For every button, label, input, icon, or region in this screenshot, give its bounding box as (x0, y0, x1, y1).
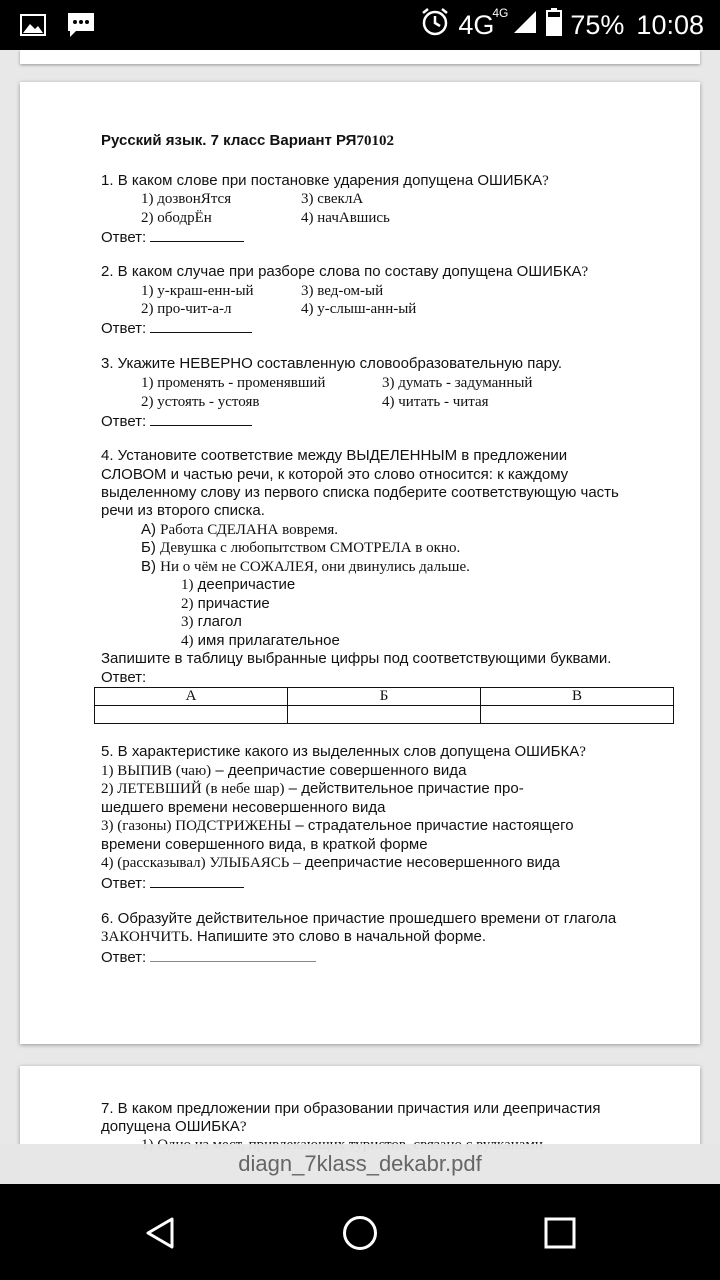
table-header-a: А (95, 688, 288, 706)
answer-line (150, 411, 252, 426)
q5-body: 5. В характеристике какого из выделенных слов допущена ОШИБКА (101, 743, 580, 760)
home-button[interactable] (335, 1208, 385, 1258)
table-cell-b (288, 706, 481, 724)
q2-option-3: 3) вед-ом-ый (301, 283, 384, 299)
recents-button[interactable] (535, 1208, 585, 1258)
q4-sentence-b (141, 539, 460, 557)
q5-option-4 (101, 854, 560, 872)
answer-table (94, 687, 674, 724)
num: 1) (181, 577, 194, 593)
q4-pos-2 (181, 595, 270, 613)
word: 3) (газоны) ПОДСТРИЖЕНЫ (101, 818, 292, 834)
q2-option-2: 2) про-чит-а-л (141, 301, 232, 317)
q4-line-2: СЛОВОМ и частью речи, к которой это слово относится: к каждому (101, 466, 569, 483)
q6-line-1: 6. Образуйте действительное причастие прошедшего времени от глагола (101, 910, 617, 927)
signal-icon (512, 9, 538, 42)
doc-title-code: 70102 (356, 133, 394, 149)
table-header-b: Б (288, 688, 481, 706)
answer-label: Ответ: (101, 949, 147, 966)
q4-pos-3 (181, 613, 242, 631)
q6-line-2 (101, 928, 486, 946)
word: 4) (рассказывал) УЛЫБАЯСЬ – (101, 855, 301, 871)
q3-answer (101, 411, 252, 431)
gallery-icon (20, 13, 46, 42)
q4-line-4: речи из второго списка. (101, 502, 265, 519)
q7-body: допущена ОШИБКА (101, 1118, 240, 1135)
q4-pos-4 (181, 632, 340, 650)
back-button[interactable] (135, 1208, 185, 1258)
previous-page-edge (20, 50, 700, 64)
q1-option-4: 4) начАвшись (301, 210, 390, 226)
q2-option-1: 1) у-краш-енн-ый (141, 283, 254, 299)
answer-label: Ответ: (101, 875, 147, 892)
recents-icon (543, 1216, 577, 1250)
filename: diagn_7klass_dekabr.pdf (238, 1151, 482, 1176)
q1-answer (101, 227, 244, 247)
navigation-bar (0, 1184, 720, 1280)
q4-line-3: выделенному слову из первого списка подберите соответствующую часть (101, 484, 619, 501)
letter: В) (141, 558, 156, 575)
pos: имя прилагательное (197, 632, 340, 649)
verb: ЗАКОНЧИТЬ. (101, 929, 193, 945)
answer-line (150, 947, 316, 962)
answer-label: Ответ: (101, 320, 147, 337)
q4-instruction: Запишите в таблицу выбранные цифры под соответствующими буквами. (101, 650, 612, 667)
q4-line-1: 4. Установите соответствие между ВЫДЕЛЕННЫМ в предложении (101, 447, 568, 464)
q3-option-2: 2) устоять - устояв (141, 394, 260, 410)
filename-bar (0, 1144, 720, 1184)
alarm-icon (420, 7, 450, 44)
table-cell-a (95, 706, 288, 724)
q3-option-4: 4) читать - читая (382, 394, 489, 410)
q4-answer-label: Ответ: (101, 669, 147, 686)
table-header-c: В (481, 688, 674, 706)
q3-option-1: 1) променять - променявший (141, 375, 326, 391)
q1-qmark: ? (542, 173, 549, 189)
answer-line (150, 227, 244, 242)
q1-option-1: 1) дозвонЯтся (141, 191, 232, 207)
q3-option-3: 3) думать - задуманный (382, 375, 533, 391)
q1-text (101, 172, 549, 190)
q5-answer (101, 873, 244, 893)
q7-line-1: 7. В каком предложении при образовании причастия или деепричастия (101, 1100, 601, 1117)
desc: – деепричастие совершенного вида (211, 762, 467, 779)
q5-option-3 (101, 817, 574, 835)
battery-percent: 75% (570, 9, 625, 40)
q2-body: 2. В каком случае при разборе слова по составу допущена ОШИБКА (101, 263, 582, 280)
q1-option-3: 3) свеклА (301, 191, 364, 207)
desc: – страдательное причастие настоящего (291, 817, 574, 834)
answer-label: Ответ: (101, 229, 147, 246)
q5-option-3-cont: времени совершенного вида, в краткой форме (101, 836, 428, 853)
q6-answer (101, 947, 316, 967)
pdf-page (20, 82, 700, 1044)
q4-sentence-a (141, 521, 338, 539)
back-icon (142, 1215, 178, 1251)
answer-line (150, 873, 244, 888)
q7-line-2 (101, 1118, 246, 1136)
word: 2) ЛЕТЕВШИЙ (в небе шар) (101, 781, 285, 797)
q2-qmark: ? (581, 264, 589, 280)
pos: глагол (197, 613, 242, 630)
q4-sentence-c (141, 558, 470, 576)
table-cell-c (481, 706, 674, 724)
doc-title-main: Русский язык. 7 класс Вариант РЯ (101, 132, 357, 149)
pdf-viewer[interactable] (0, 50, 720, 1184)
clock: 10:08 (636, 9, 704, 40)
q1-num: 1. (101, 172, 114, 189)
desc: – действительное причастие про- (284, 780, 524, 797)
num: 2) (181, 596, 194, 612)
q5-option-2-cont: шедшего времени несовершенного вида (101, 799, 386, 816)
pos: деепричастие (197, 576, 296, 593)
q2-option-4: 4) у-слыш-анн-ый (301, 301, 417, 317)
letter: А) (141, 521, 156, 538)
q5-option-2 (101, 780, 524, 798)
num: 4) (181, 633, 194, 649)
network-type (458, 5, 509, 41)
num: 3) (181, 614, 194, 630)
q5-option-1 (101, 762, 466, 780)
desc: деепричастие несовершенного вида (300, 854, 561, 871)
answer-line (150, 318, 252, 333)
q3-text: 3. Укажите НЕВЕРНО составленную словообразовательную пару. (101, 355, 563, 372)
sentence: Девушка с любопытством СМОТРЕЛА в окно. (160, 540, 461, 556)
home-icon (341, 1214, 379, 1252)
q2-text (101, 263, 588, 281)
message-icon (66, 11, 96, 44)
q1-body: В каком слове при постановке ударения допущена ОШИБКА (117, 172, 543, 189)
sentence: Ни о чём не СОЖАЛЕЯ, они двинулись дальше. (160, 559, 470, 575)
word: 1) ВЫПИВ (чаю) (101, 763, 212, 779)
q2-answer (101, 318, 252, 338)
doc-title (101, 132, 394, 150)
answer-label: Ответ: (101, 413, 147, 430)
letter: Б) (141, 539, 156, 556)
q1-option-2: 2) ободрЁн (141, 210, 212, 226)
battery-icon (546, 8, 562, 43)
status-bar (0, 0, 720, 50)
pos: причастие (197, 595, 270, 612)
q4-pos-1 (181, 576, 295, 594)
q5-qmark: ? (579, 744, 586, 760)
q5-text (101, 743, 586, 761)
sentence: Работа СДЕЛАНА вовремя. (160, 522, 338, 538)
network-label: 4G (458, 9, 495, 40)
q7-qmark: ? (239, 1119, 247, 1135)
network-sup: 4G (492, 5, 509, 20)
rest: Напишите это слово в начальной форме. (192, 928, 487, 945)
